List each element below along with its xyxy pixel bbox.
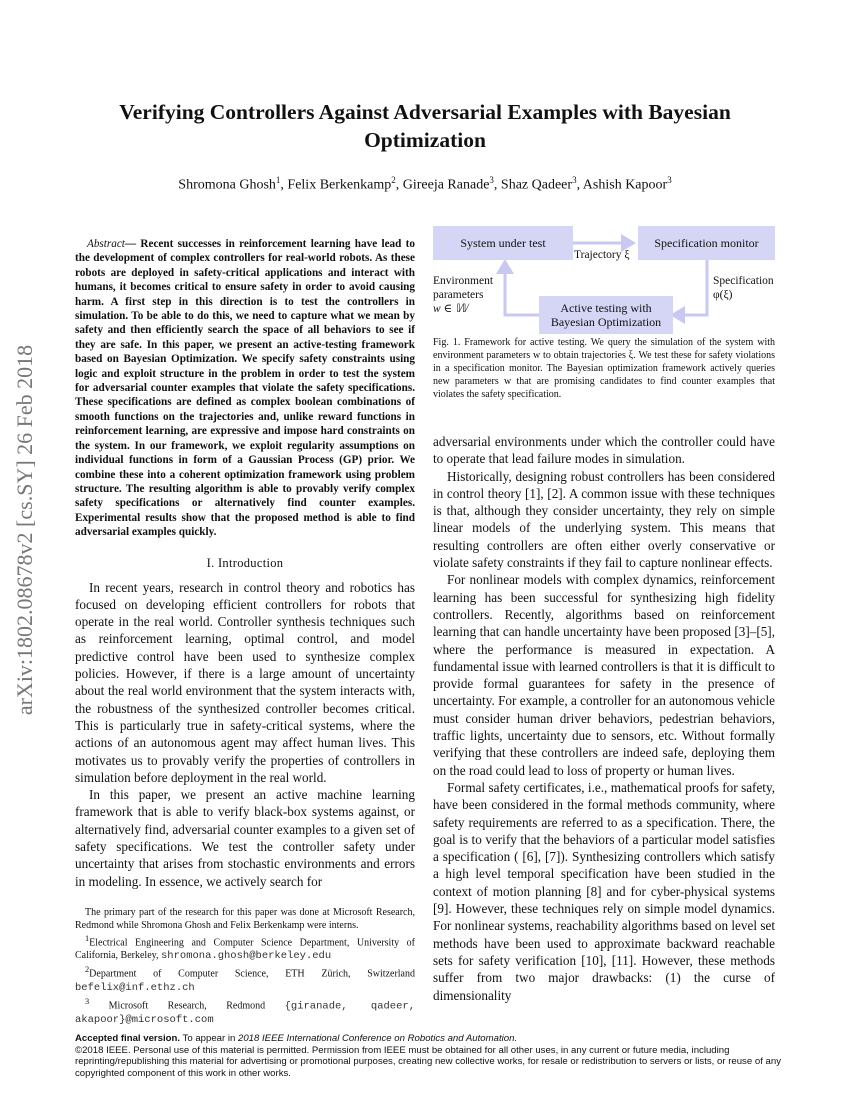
parameters-arrow bbox=[505, 262, 539, 315]
affiliation-mark: 3 bbox=[489, 175, 494, 185]
environment-label bbox=[433, 274, 493, 316]
box-line: Bayesian Optimization bbox=[550, 315, 662, 329]
system-under-test-box: System under test bbox=[433, 226, 573, 260]
venue: 2018 IEEE International Conference on Robotics and Automation. bbox=[238, 1033, 518, 1044]
abstract-label: Abstract bbox=[87, 238, 125, 250]
arxiv-stamp bbox=[5, 340, 45, 720]
email: befelix@inf.ethz.ch bbox=[75, 981, 195, 994]
arxiv-id: arXiv:1802.08678v2 [cs.SY] 26 Feb 2018 bbox=[12, 344, 37, 716]
paragraph: adversarial environments under which the controller could have to operate that lead failure modes in simulation. bbox=[433, 434, 775, 467]
paragraph: Historically, designing robust controllers has been considered in control theory [1], [2]. A common issue with these techniques is that, although they consider uncertainty, they rely on simple linear models of the underlying system. This means that resulting controllers are often either overly conservative or violate safety constraints if they fail to capture nonlinear effects. bbox=[433, 468, 775, 571]
label-line: Environment bbox=[433, 275, 494, 287]
section-heading: I. Introduction bbox=[206, 555, 284, 570]
paragraph: Formal safety certificates, i.e., mathematical proofs for safety, have been considered in the formal methods community, where safety requirements are referred to as a specification. There, the goal is to verify that the behaviors of a particular model satisfies a specification ( [6], [7]). Synthesizing controllers which satisfy a high level temporal specification have been studied in the context of motion planning [8] and for cyber-physical systems [9]. However, these techniques rely on simple model dynamics. For nonlinear systems, reachability algorithms based on level set methods have been used to approximate backward reachable sets for safety verification [10], [11]. However, these methods suffer from two major drawbacks: (1) the curse of dimensionality bbox=[433, 779, 775, 1003]
label-line: parameters bbox=[433, 289, 484, 301]
author: Felix Berkenkamp bbox=[287, 177, 392, 193]
author: Shaz Qadeer bbox=[500, 177, 573, 193]
footnote-aff1: $^1$Electrical Engineering and Computer Science Department, University of California, Berkeley, shromona.ghosh@berkeley.edu bbox=[75, 934, 415, 963]
left-column bbox=[75, 237, 415, 890]
accepted-label: Accepted final version. bbox=[75, 1033, 181, 1044]
footnote-note: The primary part of the research for this paper was done at Microsoft Research, Redmond while Shromona Ghosh and Felix Berkenkamp were interns. bbox=[75, 907, 415, 931]
author: Shromona Ghosh bbox=[178, 177, 276, 193]
label-line: Specification bbox=[713, 275, 774, 287]
footnote-aff2: $^2$Department of Computer Science, ETH Zürich, Switzerland befelix@inf.ethz.ch bbox=[75, 965, 415, 994]
copyright-notice bbox=[75, 1033, 785, 1079]
author: Gireeja Ranade bbox=[402, 177, 490, 193]
trajectory-label: Trajectory ξ bbox=[574, 249, 630, 261]
paragraph: In recent years, research in control theory and robotics has focused on developing efficient controllers for robots that operate in the real world. Controller synthesis techniques such as reinforcement learning, optimal control, and model predictive control have been used to synthesize complex policies. However, if there is a large amount of uncertainty about the real world environment that the system interacts with, the robustness of the synthesized controller becomes critical. This is particularly true in safety-critical systems, where the actions of an autonomous agent may affect human lives. This motivates us to provably verify the properties of controllers in simulation before deployment in the real world. bbox=[75, 579, 415, 785]
affiliation-mark: 1 bbox=[275, 175, 281, 185]
specification-label bbox=[713, 274, 774, 302]
paper-title: Verifying Controllers Against Adversarial Examples with Bayesian Optimization bbox=[119, 100, 731, 152]
box-line: Active testing with bbox=[560, 301, 652, 315]
author-list: Shromona Ghosh$^1$, Felix Berkenkamp$^2$, Gireeja Ranade$^3$, Shaz Qadeer$^3$, Ashish Kapoor$^3$ bbox=[178, 175, 672, 193]
paragraph: For nonlinear models with complex dynamics, reinforcement learning has been successful for synthesizing high fidelity controllers. Recently, algorithms based on reinforcement learning that can handle uncertainty have been proposed [3]–[5], where the performance is measured in expectation. A fundamental issue with learned controllers is that it is difficult to provide formal guarantees for safety in the presence of uncertainty. For example, a controller for an autonomous vehicle must consider human driver behaviors, pedestrian behaviors, traffic lights, uncertainty due to sensors, etc. Without formally verifying that these controllers are indeed safe, deploying them on the road could lead to loss of property or human lives. bbox=[433, 572, 775, 778]
affiliation-mark: 3 bbox=[572, 175, 577, 185]
label-line: w ∈ 𝕎 bbox=[433, 303, 468, 315]
abstract bbox=[75, 237, 415, 540]
notice-text: To appear in bbox=[180, 1033, 238, 1044]
footnote-aff3: $^3$ Microsoft Research, Redmond {giranade, qadeer, akapoor}@microsoft.com bbox=[75, 996, 415, 1026]
footnotes bbox=[75, 906, 415, 1027]
abstract-text: — Recent successes in reinforcement learning have lead to the development of complex controllers for real-world robots. As these robots are deployed in safety-critical applications and interact with humans, it becomes critical to ensure safety in order to avoid causing harm. A first step in this direction is to test the controllers in simulation. To be able to do this, we need to capture what we mean by safety and then efficiently search the space of all behaviors to see if they are safe. In this paper, we present an active-testing framework based on Bayesian Optimization. We specify safety constraints using logic and exploit structure in the problem in order to test the system for adversarial counter examples that violate the safety specifications. These specifications are defined as complex boolean combinations of smooth functions on the trajectories and, unlike reward functions in reinforcement learning, are expressive and impose hard constraints on the system. In our framework, we exploit regularity assumptions on individual functions in form of a Gaussian Process (GP) prior. We combine these into a coherent optimization framework using problem structure. The resulting algorithm is able to provably verify complex safety specifications or alternatively find counter examples. Experimental results show that the proposed method is able to find adversarial examples quickly. bbox=[75, 238, 415, 539]
affiliation-mark: 2 bbox=[391, 175, 396, 185]
affiliation-mark: 3 bbox=[667, 175, 672, 185]
specification-arrow bbox=[673, 260, 707, 315]
email: {giranade, qadeer, akapoor}@microsoft.com bbox=[75, 999, 415, 1026]
copyright-text: ©2018 IEEE. Personal use of this material is permitted. Permission from IEEE must be obtained for all other uses, in any current or future media, including reprinting/republishing this material for advertising or promotional purposes, creating new collective works, for resale or redistribution to servers or lists, or reuse of any copyrighted component of this work in other works. bbox=[75, 1044, 781, 1079]
specification-monitor-box: Specification monitor bbox=[638, 226, 775, 260]
author: Ashish Kapoor bbox=[582, 177, 668, 193]
figure-1 bbox=[433, 226, 775, 334]
email: shromona.ghosh@berkeley.edu bbox=[161, 950, 332, 963]
figure-caption: Fig. 1. Framework for active testing. We query the simulation of the system with environment parameters w to obtain trajectories ξ. We test these for safety violations in a specification monitor. The Bayesian optimization framework actively queries new parameters w that are promising candidates to find counter examples that violates the safety specification. bbox=[433, 337, 775, 400]
active-testing-box bbox=[539, 296, 673, 334]
label-line: φ(ξ) bbox=[713, 289, 733, 301]
right-column bbox=[433, 433, 775, 1004]
paragraph: In this paper, we present an active machine learning framework that is able to verify black-box systems against, or alternatively find, adversarial counter examples to a given set of safety specifications. We test the controller safety under uncertainty that arises from stochastic environments and errors in modeling. In essence, we actively search for bbox=[75, 787, 415, 889]
